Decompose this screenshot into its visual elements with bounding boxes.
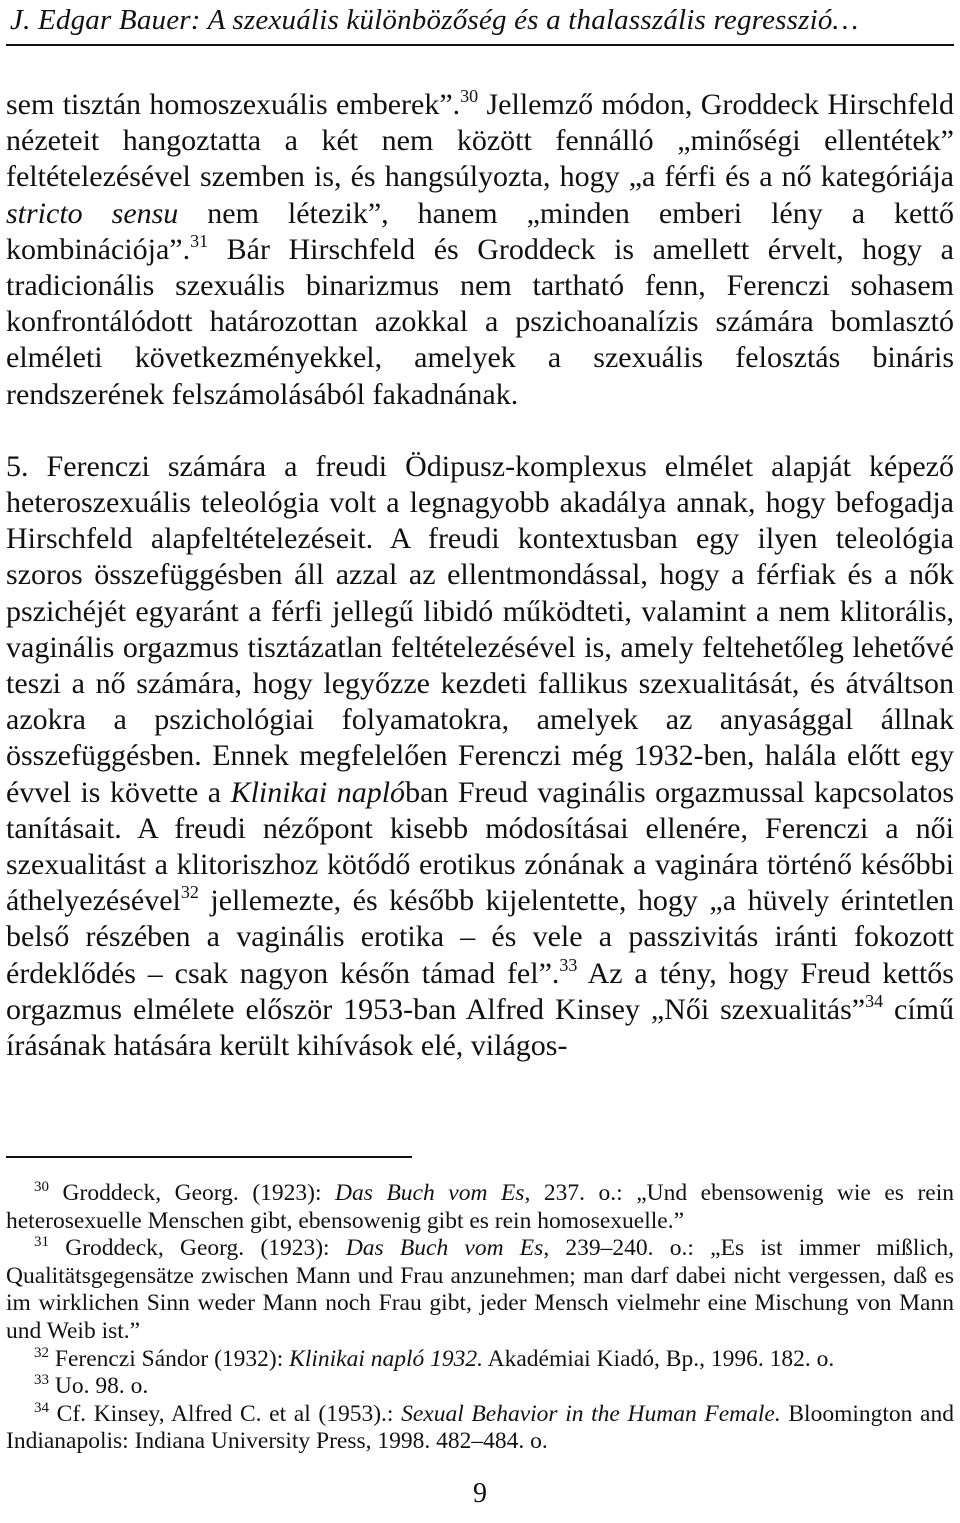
footnote-italic: Das Buch vom Es — [335, 1180, 525, 1206]
footnote-number: 33 — [34, 1372, 49, 1389]
footnote-text: Groddeck, Georg. (1923): — [49, 1180, 336, 1206]
text-run: jellemezte, és később kijelentette, hogy „a hüvely érintetlen belső részében a vaginális erotika – és vele a passzivitás iránti fokozott érdeklődés – csak nagyon későn támad fel”. — [6, 884, 954, 990]
footnote-ref-31[interactable]: 31 — [190, 230, 209, 251]
footnote-ref-32[interactable]: 32 — [180, 882, 199, 903]
footnote-ref-30[interactable]: 30 — [460, 86, 479, 106]
text-run: nem létezik”, hanem „minden emberi lény a kettő kombinációja”. — [6, 196, 954, 266]
footnote-31 — [6, 1235, 954, 1345]
footnote-text: Bloomington and Indianapolis: Indiana University Press, 1998. 482–484. o. — [6, 1400, 954, 1455]
footnote-33 — [6, 1373, 954, 1401]
page-number: 9 — [473, 1478, 487, 1509]
italic-title: Klinikai napló — [230, 775, 406, 809]
footnote-text: , 237. o.: „Und ebensowenig wie es rein heterosexuelle Menschen gibt, ebensowenig gibt es rein homosexuelle.” — [6, 1180, 955, 1234]
running-header: J. Edgar Bauer: A szexuális különbözőség és a thalasszális regresszió… — [10, 4, 859, 36]
text-run: című írásának hatására került kihívások elé, világos- — [6, 992, 954, 1063]
text-run: ban Freud vaginális orgazmussal kapcsolatos tanításait. A freudi nézőpont kisebb módosításai ellenére, Ferenczi a női szexualitást a klitoriszhoz kötődő erotikus zónának a vaginára történő későbbi áthelyezésével — [6, 775, 955, 918]
footnote-number: 32 — [34, 1344, 49, 1361]
paragraph-2 — [6, 449, 954, 1064]
italic-term: stricto sensu — [6, 196, 179, 230]
footnote-text: Cf. Kinsey, Alfred C. et al (1953).: — [49, 1400, 402, 1427]
text-run: Bár Hirschfeld és Groddeck is amellett érvelt, hogy a tradicionális szexuális binarizmus nem tartható fenn, Ferenczi sohasem konfrontálódott határozottan azokkal a pszichoanalízis számára bomlasztó elméleti következményekkel, amelyek a szexuális felosztás bináris rendszerének felszámolásából fakadnának. — [6, 232, 954, 411]
footnote-italic: Das Buch vom Es — [345, 1235, 544, 1262]
footnote-30 — [6, 1180, 954, 1235]
text-run: 5. Ferenczi számára a freudi Ödipusz-komplexus elmélet alapját képező heteroszexuális teleológia volt a legnagyobb akadálya annak, hogy befogadja Hirschfeld alapfeltételezéseit. A freudi kontextusban egy ilyen teleológia szoros összefüggésben áll azzal az ellentmondással, hogy a férfiak és a nők pszichéjét egyaránt a férfi jellegű libidó működteti, valamint a nem klitorális, vaginális orgazmus tisztázatlan feltételezésével is, amely feltehetőleg lehetővé teszi a nő számára, hogy legyőzze kezdeti fallikus szexualitását, és átváltson azokra a pszichológiai folyamatokra, amelyek az anyasággal állnak összefüggésben. Ennek megfelelően Ferenczi még 1932-ben, halála előtt egy évvel is követte a — [6, 449, 954, 809]
footnote-ref-33[interactable]: 33 — [559, 954, 578, 975]
header-rule — [6, 44, 954, 46]
text-run: Jellemző módon, Groddeck Hirschfeld nézeteit hangoztatta a két nem között fennálló „minőségi ellentétek” feltételezésével szemben is, és hangsúlyozta, hogy „a férfi és a nő kategóriája — [6, 88, 954, 194]
footnote-text: Akadémiai Kiadó, Bp., 1996. 182. o. — [483, 1345, 835, 1372]
footnote-text: Uo. 98. o. — [49, 1373, 149, 1400]
footnote-number: 34 — [34, 1399, 49, 1416]
footnote-italic: Sexual Behavior in the Human Female. — [401, 1400, 781, 1427]
main-text — [6, 87, 954, 1064]
footnote-32 — [6, 1346, 954, 1374]
footnote-number: 31 — [34, 1234, 49, 1251]
paragraph-1 — [6, 87, 954, 413]
footnote-ref-34[interactable]: 34 — [865, 990, 884, 1011]
footnotes — [6, 1180, 954, 1456]
footnote-34 — [6, 1401, 954, 1456]
text-run: Az a tény, hogy Freud kettős orgazmus elmélete először 1953-ban Alfred Kinsey „Női szexualitás” — [6, 956, 954, 1026]
footnote-rule — [6, 1156, 412, 1158]
text-run: sem tisztán homoszexuális emberek”. — [6, 88, 461, 121]
footnote-text: , 239–240. o.: „Es ist immer mißlich, Qualitätsgegensätze zwischen Mann und Frau anzunehmen; man darf dabei nicht vergessen, daß es im wirklichen Sinn weder Mann noch Frau gibt, jeder Mensch vielmehr eine Mischung von Mann und Weib ist.” — [6, 1235, 954, 1344]
footnote-text: Ferenczi Sándor (1932): — [49, 1345, 290, 1372]
footnote-italic: Klinikai napló 1932. — [289, 1345, 484, 1372]
footnote-text: Groddeck, Georg. (1923): — [49, 1235, 346, 1262]
footnote-number: 30 — [34, 1179, 49, 1195]
